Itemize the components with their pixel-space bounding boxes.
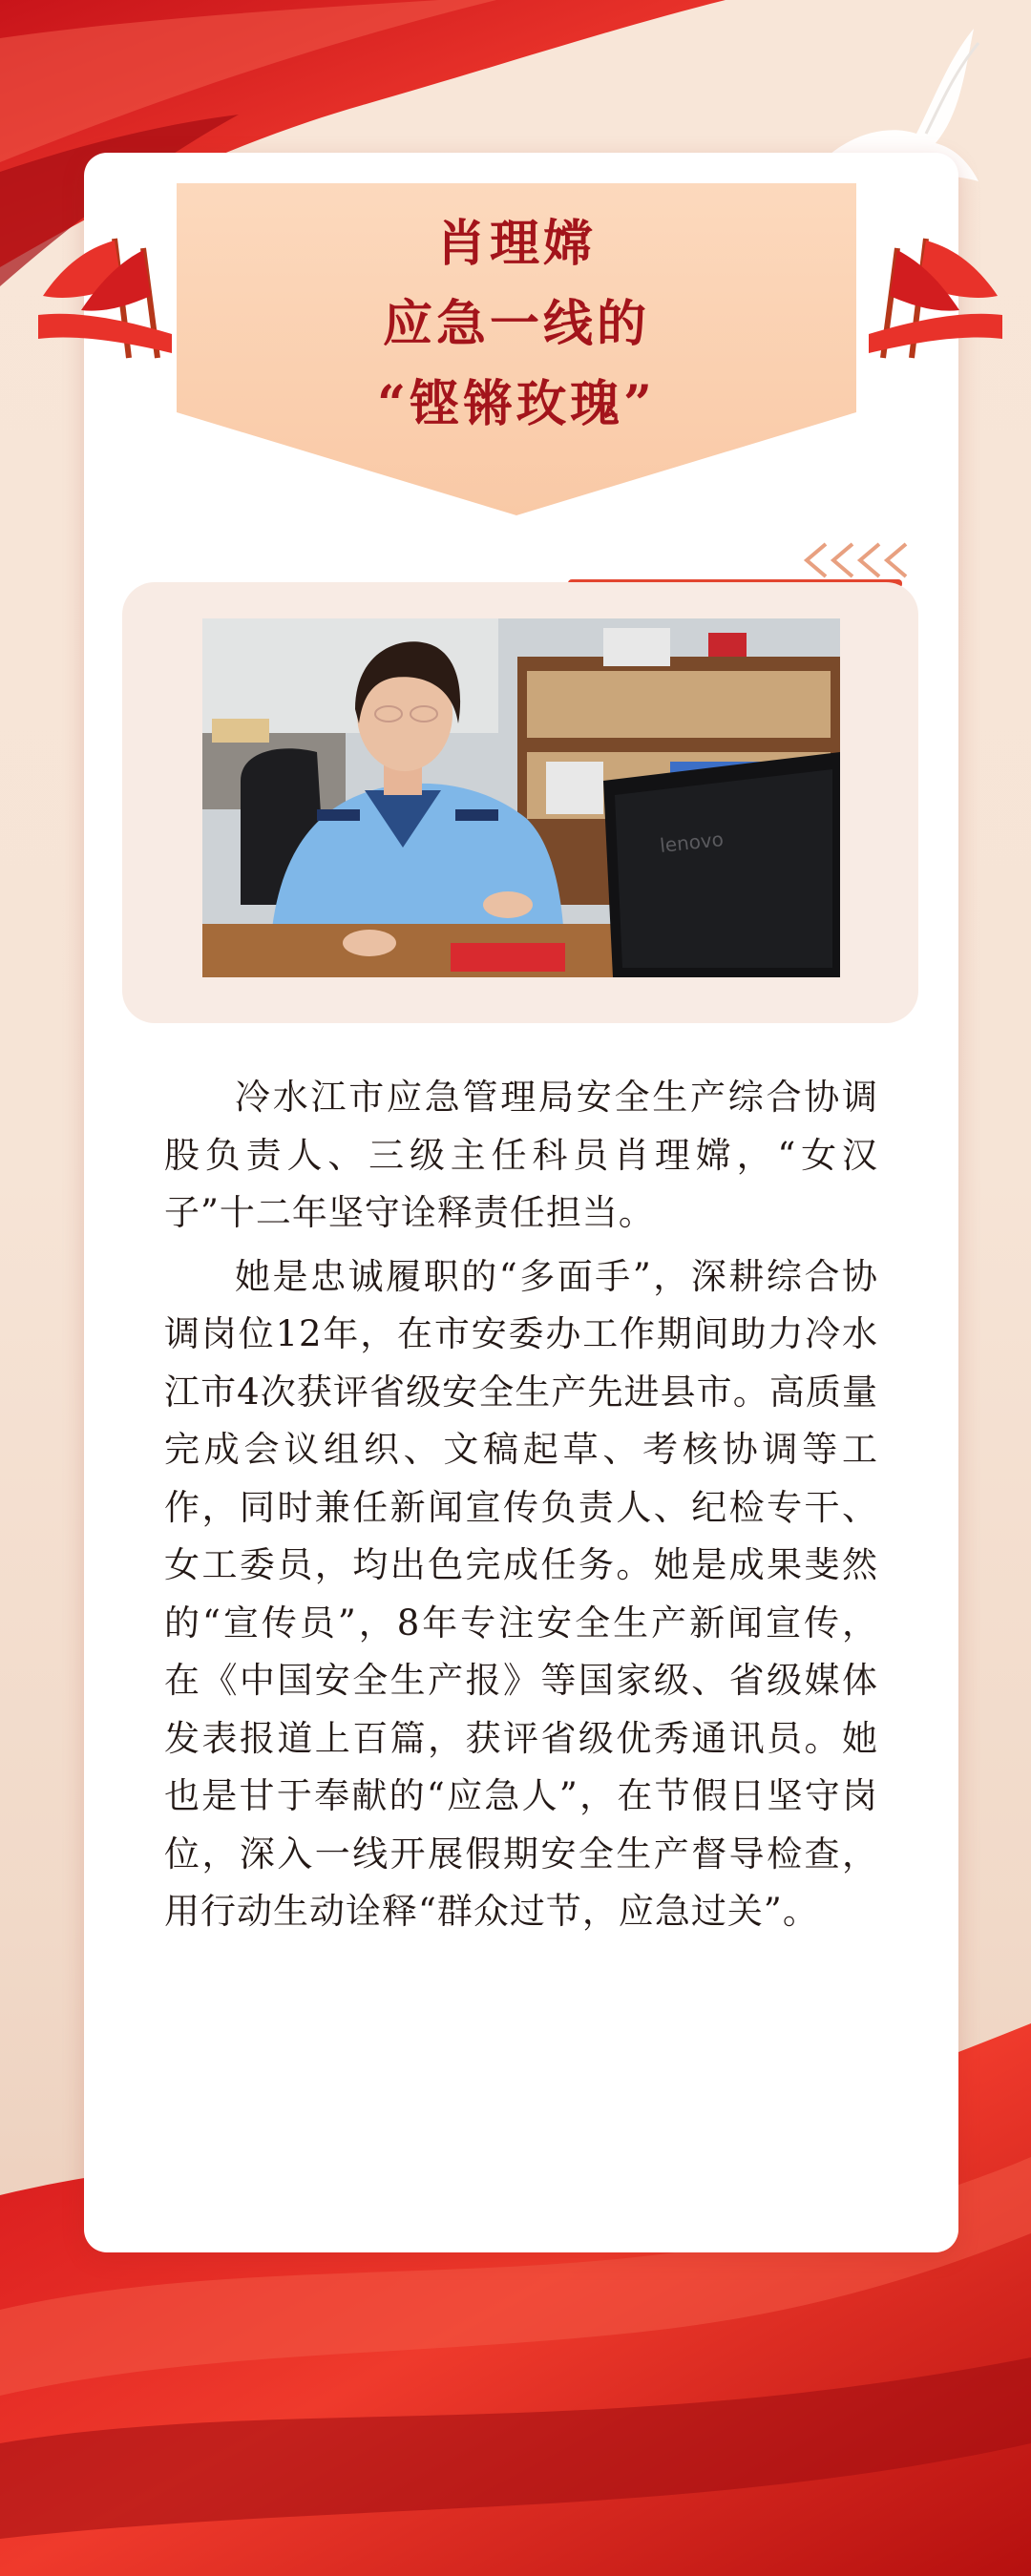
title-quote: “铿锵玫瑰” (377, 375, 656, 433)
portrait-photo (202, 618, 840, 977)
article-body (164, 1069, 878, 1947)
title-name: 肖理嫦 (435, 215, 597, 273)
monitor-brand-text: lenovo (659, 827, 726, 857)
red-flag-icon (38, 229, 181, 363)
red-flag-icon (859, 229, 1002, 363)
chevron-left-icon (797, 536, 921, 584)
article-paragraph: 冷水江市应急管理局安全生产综合协调股负责人、三级主任科员肖理嫦，“女汉子”十二年坚守诠释责任担当。 (164, 1077, 878, 1233)
article-paragraph: 她是忠诚履职的“多面手”，深耕综合协调岗位12年，在市安委办工作期间助力冷水江市4次获评省级安全生产先进县市。高质量完成会议组织、文稿起草、考核协调等工作，同时兼任新闻宣传负责人、纪检专干、女工委员，均出色完成任务。她是成果斐然的“宣传员”，8年专注安全生产新闻宣传，在《中国安全生产报》等国家级、省级媒体发表报道上百篇，获评省级优秀通讯员。她也是甘于奉献的“应急人”，在节假日坚守岗位，深入一线开展假期安全生产督导检查，用行动生动诠释“群众过节，应急过关”。 (164, 1255, 878, 1932)
title-subtitle: 应急一线的 (382, 295, 650, 353)
article-title (177, 205, 856, 444)
